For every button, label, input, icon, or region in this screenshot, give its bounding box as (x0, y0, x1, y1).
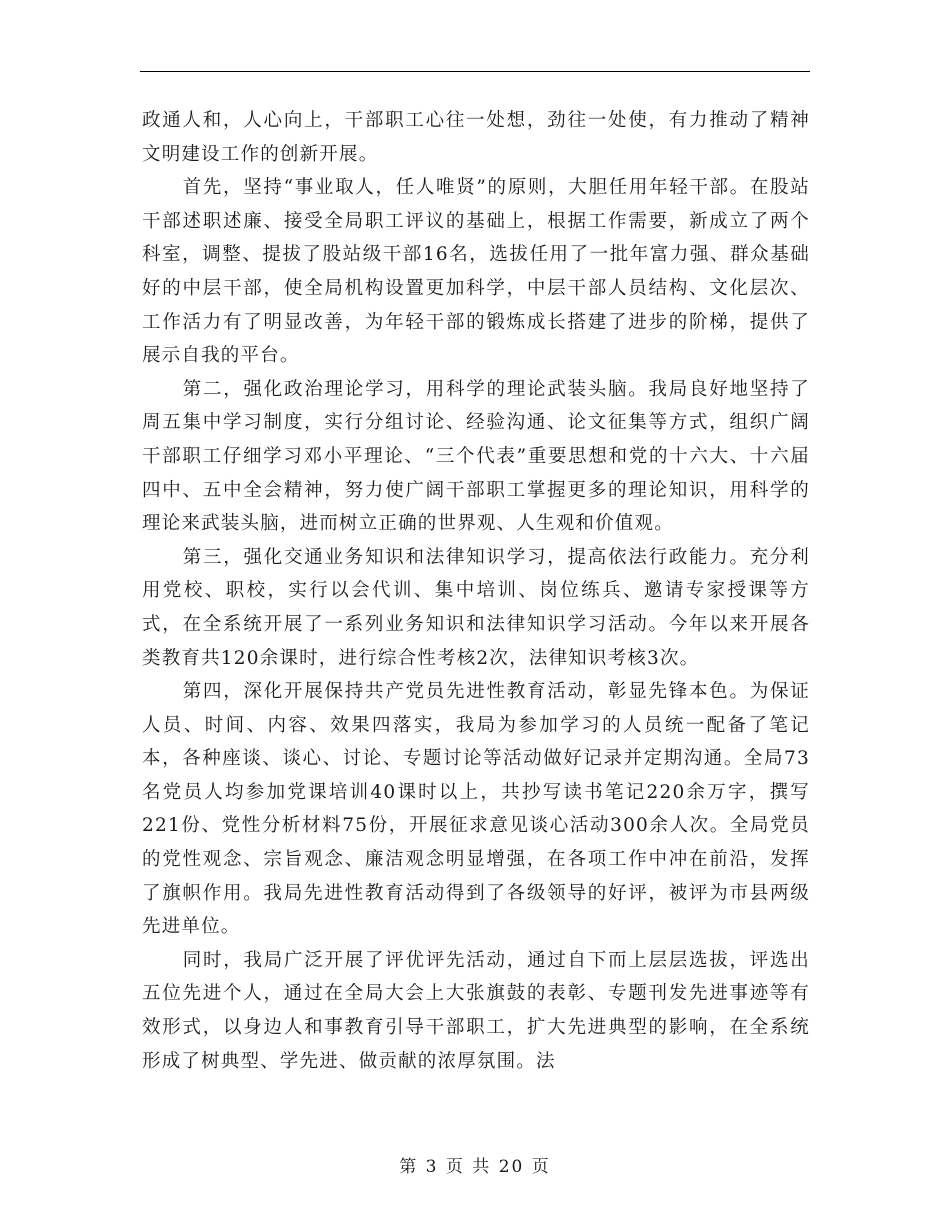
header-rule (140, 71, 810, 72)
paragraph-first-point: 首先，坚持“事业取人，任人唯贤”的原则，大胆任用年轻干部。在股站干部述职述廉、接受全局职工评议的基础上，根据工作需要，新成立了两个科室，调整、提拔了股站级干部16名，选拔任用了一批年富力强、群众基础好的中层干部，使全局机构设置更加科学，中层干部人员结构、文化层次、工作活力有了明显改善，为年轻干部的锻炼成长搭建了进步的阶梯，提供了展示自我的平台。 (142, 177, 810, 367)
page-number-footer: 第 3 页 共 20 页 (399, 1157, 551, 1177)
paragraph-also: 同时，我局广泛开展了评优评先活动，通过自下而上层层选拔，评选出五位先进个人，通过在全局大会上大张旗鼓的表彰、专题刊发先进事迹等有效形式，以身边人和事教育引导干部职工，扩大先进典型的影响，在全系统形成了树典型、学先进、做贡献的浓厚氛围。法 (142, 949, 810, 1072)
paragraph-fourth-point: 第四，深化开展保持共产党员先进性教育活动，彰显先锋本色。为保证人员、时间、内容、效果四落实，我局为参加学习的人员统一配备了笔记本，各种座谈、谈心、讨论、专题讨论等活动做好记录并定期沟通。全局73名党员人均参加党课培训40课时以上，共抄写读书笔记220余万字，撰写221份、党性分析材料75份，开展征求意见谈心活动300余人次。全局党员的党性观念、宗旨观念、廉洁观念明显增强，在各项工作中冲在前沿，发挥了旗帜作用。我局先进性教育活动得到了各级领导的好评，被评为市县两级先进单位。 (142, 681, 810, 938)
paragraph-continuation: 政通人和，人心向上，干部职工心往一处想，劲往一处使，有力推动了精神文明建设工作的创新开展。 (142, 110, 810, 165)
paragraph-third-point: 第三，强化交通业务知识和法律知识学习，提高依法行政能力。充分利用党校、职校，实行以会代训、集中培训、岗位练兵、邀请专家授课等方式，在全系统开展了一系列业务知识和法律知识学习活动。今年以来开展各类教育共120余课时，进行综合性考核2次，法律知识考核3次。 (142, 546, 810, 669)
paragraph-second-point: 第二，强化政治理论学习，用科学的理论武装头脑。我局良好地坚持了周五集中学习制度，实行分组讨论、经验沟通、论文征集等方式，组织广阔干部职工仔细学习邓小平理论、“三个代表”重要思想和党的十六大、十六届四中、五中全会精神，努力使广阔干部职工掌握更多的理论知识，用科学的理论来武装头脑，进而树立正确的世界观、人生观和价值观。 (142, 378, 810, 535)
document-body (142, 104, 810, 1078)
